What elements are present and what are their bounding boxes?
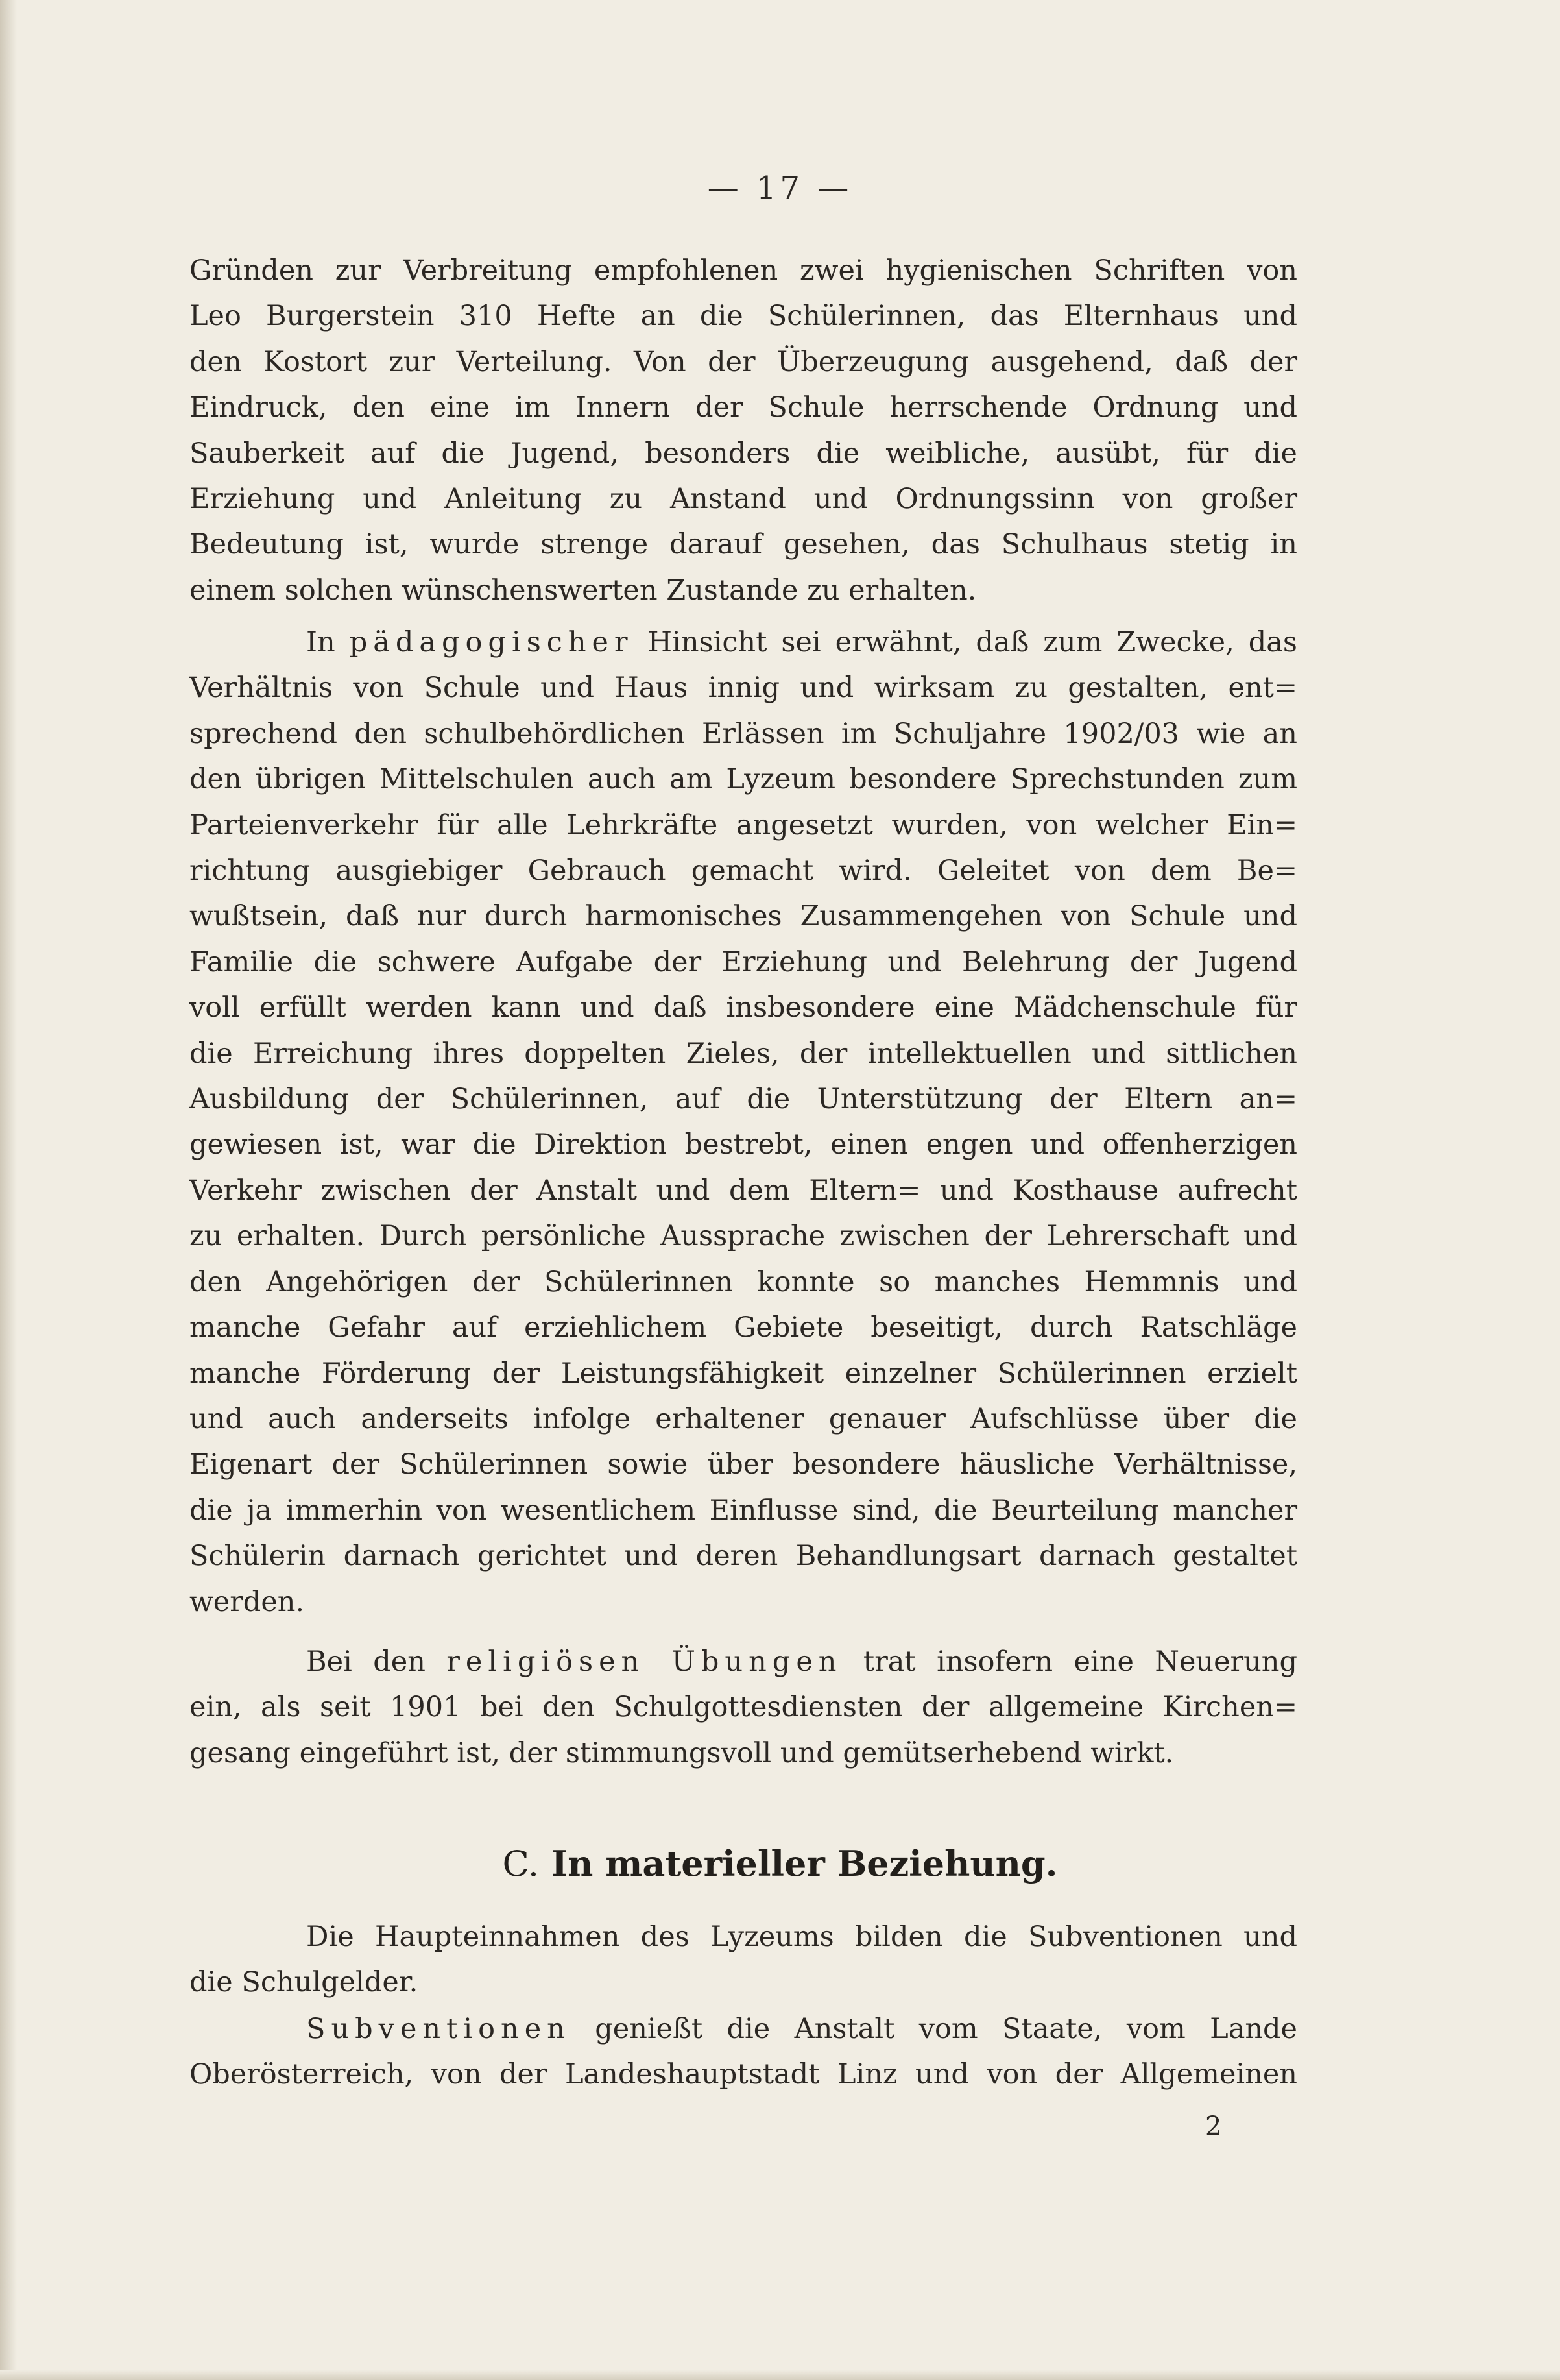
text-line: Sauberkeit auf die Jugend, besonders die weibliche, ausübt, für die [189,437,1297,470]
text-line: gesang eingeführt ist, der stimmungsvoll und gemütserhebend wirkt. [189,1736,1174,1769]
text-line: Eindruck, den eine im Innern der Schule herrschende Ordnung und [189,391,1297,424]
section-letter: C. [502,1843,540,1884]
paragraph-pedagogy [189,620,1297,1625]
text-line: Erziehung und Anleitung zu Anstand und Ordnungssinn von großer [189,483,1297,516]
text-line: Familie die schwere Aufgabe der Erziehung und Belehrung der Jugend [189,945,1297,978]
text-line: den Angehörigen der Schülerinnen konnte so manches Hemmnis und [189,1265,1297,1298]
paragraph-hygiene [189,248,1297,613]
signature-mark: 2 [1205,2111,1222,2141]
text-line: den übrigen Mittelschulen auch am Lyzeum besondere Sprechstunden zum [189,763,1297,796]
text-line: Schülerin darnach gerichtet und deren Behandlungsart darnach gestaltet [189,1540,1297,1573]
text-line: zu erhalten. Durch persönliche Aussprache zwischen der Lehrerschaft und [189,1220,1297,1253]
text-line: Bedeutung ist, wurde strenge darauf gesehen, das Schulhaus stetig in [189,528,1297,561]
text-line: Ausbildung der Schülerinnen, auf die Unterstützung der Eltern an= [189,1083,1297,1116]
section-heading [0,1843,1560,1884]
text-line: den Kostort zur Verteilung. Von der Überzeugung ausgehend, daß der [189,345,1297,378]
text-line: richtung ausgiebiger Gebrauch gemacht wird. Geleitet von dem Be= [189,855,1297,888]
section-title: In materieller Beziehung. [551,1843,1058,1884]
page-number-header: — 17 — [707,170,853,206]
text-line: Die Haupteinnahmen des Lyzeums bilden die Subventionen und [306,1921,1297,1953]
first-line-rest: genießt die Anstalt vom Staate, vom Lande [595,2013,1297,2045]
emphasis-spaced: pädagogischer [349,626,634,659]
text-line: Leo Burgerstein 310 Hefte an die Schülerinnen, das Elternhaus und [189,300,1297,333]
text-line: Gründen zur Verbreitung empfohlenen zwei hygienischen Schriften von [189,254,1297,287]
text-line: gewiesen ist, war die Direktion bestrebt, einen engen und offenherzigen [189,1128,1297,1161]
page-bottom-shadow [0,2370,1560,2380]
page-edge-shadow [0,0,17,2380]
text-line: ein, als seit 1901 bei den Schulgottesdiensten der allgemeine Kirchen= [189,1691,1297,1724]
text-line: voll erfüllt werden kann und daß insbesondere eine Mädchenschule für [189,991,1297,1025]
text-line: die ja immerhin von wesentlichem Einflusse sind, die Beurteilung mancher [189,1494,1297,1527]
text-line: manche Förderung der Leistungsfähigkeit einzelner Schülerinnen erzielt [189,1357,1297,1390]
paragraph-religious [189,1639,1297,1776]
text-line: die Erreichung ihres doppelten Zieles, der intellektuellen und sittlichen [189,1037,1297,1070]
first-line-rest: Hinsicht sei erwähnt, daß zum Zwecke, das [647,626,1297,659]
first-line-rest: trat insofern eine Neuerung [863,1645,1298,1678]
emphasis-spaced: Subventionen [306,2013,571,2045]
text-line: Eigenart der Schülerinnen sowie über besondere häusliche Verhältnisse, [189,1448,1297,1481]
text-line: werden. [189,1585,305,1618]
text-line: die Schulgelder. [189,1966,418,1999]
text-line: Verkehr zwischen der Anstalt und dem Eltern= und Kosthause aufrecht [189,1174,1297,1207]
emphasis-spaced: religiösen Übungen [446,1645,843,1678]
text-line-first [189,2006,1297,2052]
text-line: Oberösterreich, von der Landeshauptstadt Linz und von der Allgemeinen [189,2058,1297,2091]
text-line: manche Gefahr auf erziehlichem Gebiete beseitigt, durch Ratschläge [189,1311,1297,1344]
paragraph-subventions [189,2006,1297,2098]
text-line: sprechend den schulbehördlichen Erlässen im Schuljahre 1902/03 wie an [189,717,1297,750]
paragraph-opening-word: Bei den [306,1645,426,1678]
text-line: wußtsein, daß nur durch harmonisches Zusammengehen von Schule und [189,900,1297,933]
text-line-first [189,620,1297,665]
paragraph-income [189,1914,1297,2006]
paragraph-opening-word: In [306,626,335,659]
text-line: und auch anderseits infolge erhaltener genauer Aufschlüsse über die [189,1402,1297,1435]
text-line: Verhältnis von Schule und Haus innig und wirksam zu gestalten, ent= [189,672,1297,705]
text-line: einem solchen wünschenswerten Zustande zu erhalten. [189,574,977,607]
text-line: Parteienverkehr für alle Lehrkräfte angesetzt wurden, von welcher Ein= [189,808,1297,842]
text-line-first [189,1639,1297,1684]
